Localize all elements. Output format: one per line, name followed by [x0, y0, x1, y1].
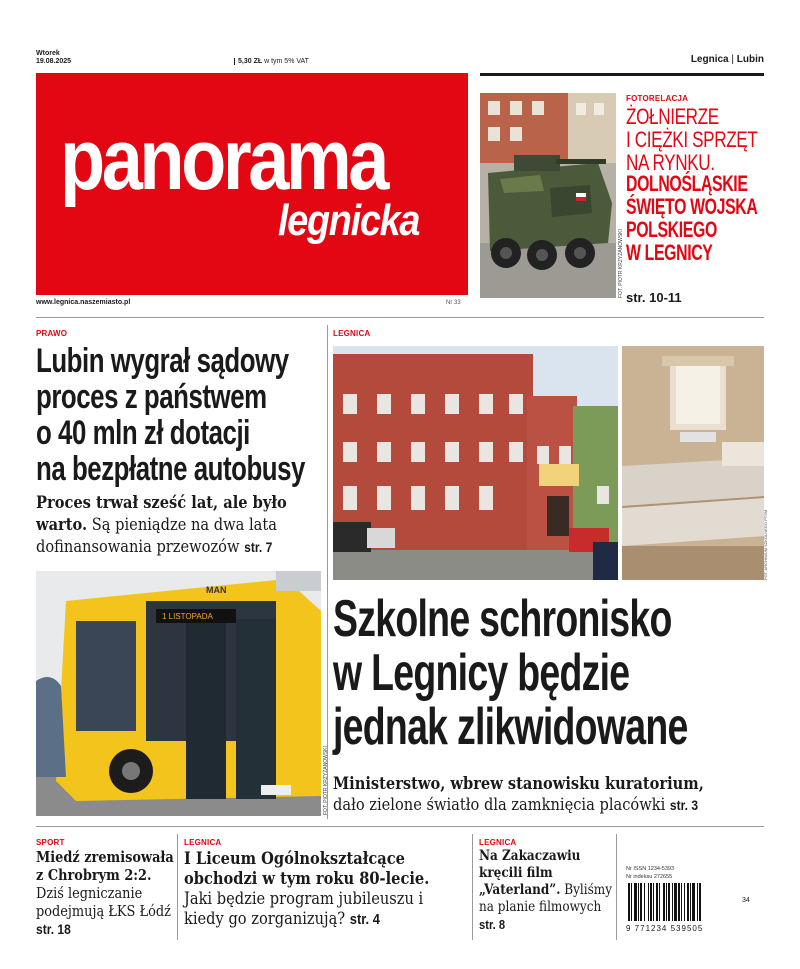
left-headline-line-1: Lubin wygrał sądowy [36, 342, 289, 380]
website[interactable]: www.legnica.naszemiasto.pl [36, 299, 131, 306]
main-lead-line [333, 795, 763, 816]
logo-box [36, 73, 468, 295]
barcode-bar [628, 883, 630, 921]
main-story-headline [333, 592, 758, 754]
main-lead-text: dało zielone światło dla zamknięcia placówki [333, 795, 666, 815]
barcode-bar [634, 883, 637, 921]
main-headline-line-3: jednak zlikwidowane [333, 698, 688, 756]
school-kicker: LEGNICA [184, 838, 222, 847]
sport-text [36, 848, 175, 938]
left-headline-line-3: o 40 mln zł dotacji [36, 414, 250, 452]
top-teaser-line-6: POLSKIEGO [626, 217, 717, 242]
top-teaser-line-2: I CIĘŻKI SPRZĘT [626, 127, 758, 152]
dormitory-room-illustration [622, 346, 764, 580]
divider-bottom-2 [472, 834, 473, 940]
barcode [626, 883, 756, 925]
bus-photo [36, 571, 321, 816]
barcode-bar [650, 883, 652, 921]
top-rule [480, 73, 764, 76]
barcode-bar [656, 883, 658, 921]
barcode-bar [674, 883, 677, 921]
region-lubin[interactable]: Lubin [736, 54, 764, 65]
main-story-lead [333, 774, 763, 816]
top-teaser-line-3: NA RYNKU. [626, 150, 715, 175]
barcode-bar [672, 883, 673, 921]
army-vehicle-illustration [480, 93, 616, 298]
main-story-kicker: LEGNICA [333, 329, 371, 338]
top-teaser-line-4: DOLNOŚLĄSKIE [626, 171, 748, 196]
left-story-headline [36, 343, 317, 487]
barcode-bar [687, 883, 689, 921]
top-teaser [626, 94, 766, 305]
bottom-teaser-film [479, 838, 613, 934]
sport-page-ref[interactable]: str. 18 [36, 921, 71, 937]
left-headline-line-2: proces z państwem [36, 378, 267, 416]
left-page-ref[interactable]: str. 7 [244, 539, 273, 555]
barcode-bar [644, 883, 645, 921]
barcode-bar [684, 883, 685, 921]
main-lead-bold: Ministerstwo, wbrew stanowisku kuratorium, [333, 774, 704, 794]
top-teaser-line-1: ŻOŁNIERZE [626, 104, 719, 129]
barcode-bar [690, 883, 691, 921]
price: 5,30 ZŁ [238, 58, 263, 65]
top-teaser-headline-bold [626, 172, 763, 264]
bus-make: MAN [206, 585, 227, 595]
top-teaser-page-ref[interactable]: str. 10-11 [626, 290, 682, 305]
divider-col [327, 325, 328, 819]
left-lead-bold: Proces trwał sześć lat, ale było warto. [36, 493, 287, 535]
issn-block [626, 865, 674, 881]
army-photo [480, 93, 616, 298]
film-page-ref[interactable]: str. 8 [479, 917, 506, 932]
top-teaser-line-7: W LEGNICY [626, 240, 713, 265]
left-story-lead [36, 492, 320, 558]
barcode-bar [638, 883, 639, 921]
bottom-teaser-school [184, 838, 468, 930]
school-photo-credit: FOT. ARCHIWUM SZKOLNEGO PTSM [763, 509, 768, 580]
weekday: Wtorek [36, 50, 60, 57]
barcode-bar [681, 883, 682, 921]
barcode-bar [663, 883, 665, 921]
dormitory-photo [622, 346, 764, 580]
sport-body: Dziś legniczanie podejmują ŁKS Łódź [36, 884, 171, 920]
divider-top [36, 317, 764, 318]
army-photo-credit: FOT. PIOTR KRZYŻANOWSKI [618, 229, 624, 298]
left-headline-line-4: na bezpłatne autobusy [36, 450, 305, 488]
issue-date: 19.08.2025 [36, 58, 72, 65]
barcode-bar [631, 883, 632, 921]
top-teaser-line-5: ŚWIĘTO WOJSKA [626, 194, 758, 219]
barcode-bars [626, 883, 756, 923]
main-headline-line-2: w Legnicy będzie [333, 644, 630, 702]
sport-title: Miedź zremisowała z Chrobrym 2:2. [36, 848, 174, 884]
barcode-bar [668, 883, 670, 921]
main-headline-line-1: Szkolne schronisko [333, 590, 672, 648]
school-title: I Liceum Ogólnokształcące obchodzi w tym roku 80-lecie. [184, 849, 430, 889]
barcode-bar [659, 883, 660, 921]
vat-note: w tym 5% VAT [264, 58, 309, 65]
index-number: Nr indeksu 272655 [626, 874, 673, 880]
barcode-bar [640, 883, 642, 921]
issn-number: Nr ISSN 1234-5393 [626, 866, 674, 872]
barcode-bar [678, 883, 680, 921]
bottom-teaser-sport [36, 838, 176, 938]
barcode-digits: 9 771234 539505 [626, 924, 704, 933]
region-list: Legnica | Lubin [690, 54, 764, 65]
price-block [234, 58, 309, 65]
issue-number: Nr 33 [446, 300, 461, 306]
school-photo [333, 346, 618, 580]
bus-illustration [36, 571, 321, 816]
film-text [479, 848, 613, 934]
barcode-bar [692, 883, 695, 921]
barcode-bar [653, 883, 654, 921]
left-story-kicker: PRAWO [36, 329, 68, 338]
logo-panorama: panorama [60, 112, 386, 208]
date-block [36, 50, 71, 66]
logo-legnicka: legnicka [278, 196, 420, 245]
school-body: Jaki będzie program jubileuszu i kiedy go zorganizują? [184, 889, 424, 929]
main-page-ref[interactable]: str. 3 [669, 797, 699, 813]
bus-destination-sign: 1 LISTOPADA [162, 612, 213, 621]
school-page-ref[interactable]: str. 4 [349, 911, 380, 928]
film-kicker: LEGNICA [479, 838, 517, 847]
bus-photo-credit: FOT. PIOTR KRZYŻANOWSKI [323, 746, 329, 815]
school-building-illustration [333, 346, 618, 580]
divider-bottom-3 [616, 834, 617, 940]
school-text [184, 849, 461, 930]
top-teaser-kicker: FOTORELACJA [626, 94, 689, 103]
sport-kicker: SPORT [36, 838, 65, 847]
region-legnica[interactable]: Legnica [690, 54, 729, 65]
barcode-bar [666, 883, 667, 921]
barcode-bar [699, 883, 701, 921]
barcode-issue-digits: 34 [742, 897, 750, 904]
film-title: Na Zakaczawiu kręcili film „Vaterland”. [479, 848, 581, 898]
divider-bottom-1 [177, 834, 178, 940]
divider-bottom [36, 826, 764, 827]
left-lead-text: Są pieniądze na dwa lata dofinansowania przewozów [36, 515, 277, 557]
barcode-bar [648, 883, 649, 921]
film-body: Byliśmy na planie filmowych [479, 882, 613, 915]
barcode-bar [697, 883, 698, 921]
top-teaser-headline-plain [626, 105, 766, 174]
